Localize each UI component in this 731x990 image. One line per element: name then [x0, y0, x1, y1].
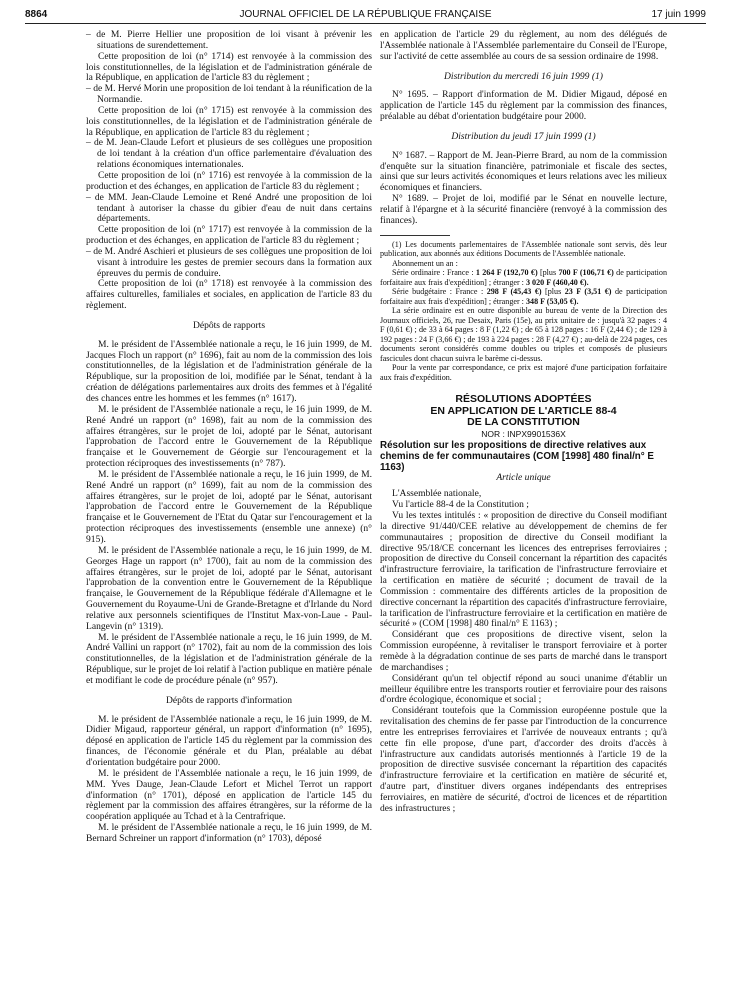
rapport-paragraph: M. le président de l'Assemblée nationale a reçu, le 16 juin 1999, de M. André Vallini un rapport (n° 1702), fait au nom de la commission des lois constitutionnelles, de la législation et de l'administration générale de la République, sur le projet de loi relatif à l'action publique en matière pénale et modifiant le code de procédure pénale (n° 957). — [86, 631, 372, 686]
footnote-serie-ordinaire: Série ordinaire : France : 1 264 F (192,70 €) [plus 700 F (106,71 €) de participation forfaitaire aux frais d'expédition] ; étranger : 3 020 F (460,40 €). — [380, 268, 667, 287]
proposition-item: – de M. Hervé Morin une proposition de loi tendant à la réunification de la Normandie. — [86, 83, 372, 106]
footnote-correspondance: Pour la vente par correspondance, ce prix est majoré d'une participation forfaitaire aux frais d'expédition. — [380, 363, 667, 382]
resolution-paragraph: Considérant qu'un tel objectif répond au souci unanime d'établir un meilleur équilibre entre les transports routier et ferroviaire pour des raisons d'ordre écologique, économique et social ; — [380, 672, 667, 706]
right-column — [380, 30, 667, 815]
proposition-item: – de M. André Aschieri et plusieurs de ses collègues une proposition de loi visant à introduire les gestes de premier secours dans la formation aux épreuves du permis de conduire. — [86, 245, 372, 279]
renvoi-text: Cette proposition de loi (n° 1716) est renvoyée à la commission de la production et des échanges, en application de l'article 83 du règlement ; — [86, 169, 372, 192]
distribution-item: N° 1687. – Rapport de M. Jean-Pierre Brard, au nom de la commission d'enquête sur la situation financière, patrimoniale et fiscale des sectes, ainsi que sur leurs activités économiques et leurs relations avec les milieux économiques et financiers. — [380, 149, 667, 194]
rapport-paragraph: M. le président de l'Assemblée nationale a reçu, le 16 juin 1999, de M. Georges Hage un rapport (n° 1700), fait au nom de la commission des affaires étrangères, sur le projet de loi, adopté par le Sénat, autorisant l'approbation de la convention entre le Gouvernement de la République française, le Gouvernement de la République fédérale d'Allemagne et le Gouvernement du Royaume-Uni de Grande-Bretagne et d'Irlande du Nord relative aux personnels scientifiques de l'Institut Max-von-Laue - Paul-Langevin (n° 1319). — [86, 544, 372, 632]
footnote-rule — [380, 235, 450, 236]
left-column — [86, 30, 372, 845]
resolution-paragraph: Vu les textes intitulés : « proposition de directive du Conseil modifiant la directive 91/440/CEE relative au développement de chemins de fer communautaires ; proposition de directive du Conseil modifiant la directive 95/18/CE concernant les licences des entreprises ferroviaires ; proposition de directive du Conseil concernant la répartition des capacités d'infrastructure ferroviaire, la tarification de l'infrastructure ferroviaire et la certification en matière de sécurité ; document de travail de la Commission : commentaire des différents articles de la proposition de directive concernant la répartition des capacités d'infrastructure ferroviaire, la tarification de l'infrastructure ferroviaire et la certification en matière de sécurité » (COM [1998] 480 final/n° E 1163) ; — [380, 510, 667, 630]
footnote-note: (1) Les documents parlementaires de l'Assemblée nationale sont servis, dès leur publication, aux abonnés aux éditions Documents de l'Assemblée nationale. — [380, 239, 667, 259]
proposition-item: – de M. Pierre Hellier une proposition de loi visant à prévenir les situations de surendettement. — [86, 29, 372, 51]
distribution-item: N° 1689. – Projet de loi, modifié par le Sénat en nouvelle lecture, relatif à l'épargne et à la sécurité financière (renvoyé à la commission des finances). — [380, 193, 667, 226]
renvoi-text: Cette proposition de loi (n° 1714) est renvoyée à la commission des lois constitutionnelles, de la législation et de l'administration générale de la République, en application de l'article 83 du règlement ; — [86, 50, 372, 84]
resolution-paragraph: Vu l'article 88-4 de la Constitution ; — [392, 499, 529, 511]
continuation-text: en application de l'article 29 du règlement, au nom des délégués de l'Assemblée nationale à l'Assemblée parlementaire du Conseil de l'Europe, sur l'activité de cette assemblée au cours de sa session ordinaire de 1998. — [380, 29, 667, 62]
renvoi-text: Cette proposition de loi (n° 1718) est renvoyée à la commission des affaires culturelles, familiales et sociales, en application de l'article 83 du règlement. — [86, 278, 372, 312]
rapport-paragraph: M. le président de l'Assemblée nationale a reçu, le 16 juin 1999, de M. Jacques Floch un rapport (n° 1696), fait au nom de la commission des lois constitutionnelles, de la législation et de l'administration générale de la République, sur la proposition de loi, modifiée par le Sénat, tendant à la création de délégations parlementaires aux droits des femmes et à l'égalité des chances entre les hommes et les femmes (n° 1617). — [86, 338, 372, 404]
footnote-vente: La série ordinaire est en outre disponible au bureau de vente de la Direction des Journaux officiels, 26, rue Desaix, Paris (15e), au prix unitaire de : jusqu'à 32 pages : 4 F (0,61 €) ; de 33 à 64 pages : 8 F (1,22 €) ; de 65 à 128 pages : 16 F (2,44 €) ; de 129 à 192 pages : 24 F (3,66 €) ; de 193 à 224 pages : 28 F (4,27 €) ; au-delà de 224 pages, ces documents seront considérés comme doubles ou triples et composés de plusieurs fascicules dont chacun suivra le barème ci-dessus. — [380, 306, 667, 363]
rapport-paragraph: M. le président de l'Assemblée nationale a reçu, le 16 juin 1999, de M. René André un rapport (n° 1698), fait au nom de la commission des affaires étrangères, sur le projet de loi, adopté par le Sénat, autorisant l'approbation de l'accord entre le Gouvernement de la République française et le Gouvernement de Géorgie sur l'encouragement et la protection réciproques des investissements (n° 787). — [86, 403, 372, 470]
article-unique-heading: Article unique — [496, 471, 551, 483]
resolutions-title: RÉSOLUTIONS ADOPTÉES EN APPLICATION DE L'ARTICLE 88-4 DE LA CONSTITUTION — [430, 393, 617, 429]
footnote-abonnement: Abonnement un an : — [392, 258, 458, 268]
proposition-item: – de M. Jean-Claude Lefort et plusieurs de ses collègues une proposition de loi tendant à la création d'un office parlementaire d'évaluation des relations économiques internationales. — [86, 137, 372, 171]
resolution-paragraph: Considérant que ces propositions de directive visent, selon la Commission européenne, à revitaliser le transport ferroviaire et à porter remède à la dégradation continue de ses parts de marché dans le transport de marchandises ; — [380, 629, 667, 673]
distribution-jeudi-title: Distribution du jeudi 17 juin 1999 (1) — [451, 130, 596, 142]
rapport-info-paragraph: M. le président de l'Assemblée nationale a reçu, le 16 juin 1999, de M. Bernard Schreiner un rapport d'information (n° 1703), déposé — [86, 822, 372, 844]
proposition-item: – de MM. Jean-Claude Lemoine et René André une proposition de loi tendant à autoriser la chasse du gibier d'eau de nuit dans certains départements. — [86, 191, 372, 225]
footnote — [380, 240, 667, 383]
footnote-serie-budgetaire: Série budgétaire : France : 298 F (45,43 €) [plus 23 F (3,51 €) de participation forfaitaire aux frais d'expédition] ; étranger : 348 F (53,05 €). — [380, 287, 667, 306]
distribution-mercredi-title: Distribution du mercredi 16 juin 1999 (1) — [444, 70, 603, 82]
resolution-paragraph: Considérant toutefois que la Commission européenne postule que la revitalisation des chemins de fer passe par l'introduction de la concurrence entre les entreprises ferroviaires et l'arrivée de nouveaux entrants ; qu'à cette fin elle propose, d'une part, d'accorder des droits d'accès à l'infrastructure aux candidats autorisés mentionnés à l'article 19 de la proposition de directive susvisée concernant la répartition des capacités d'infrastructure ferroviaire et la certification en matière de sécurité et, d'autre part, d'instituer divers organes indépendants des entreprises ferroviaires, en matière de sécurité, d'octroi de licences et de répartition des infrastructures ; — [380, 705, 667, 814]
header-rule — [25, 23, 706, 24]
page-header — [25, 8, 706, 22]
rapport-paragraph: M. le président de l'Assemblée nationale a reçu, le 16 juin 1999, de M. René André un rapport (n° 1699), fait au nom de la commission des affaires étrangères, sur le projet de loi, adopté par le Sénat, autorisant l'approbation de l'accord entre le Gouvernement de la République française et le Gouvernement de l'Etat du Qatar sur l'encouragement et la protection réciproques des investissements (ensemble une annexe) (n° 915). — [86, 468, 372, 545]
resolution-paragraph: L'Assemblée nationale, — [392, 488, 482, 500]
rapport-info-paragraph: M. le président de l'Assemblée nationale a reçu, le 16 juin 1999, de MM. Yves Dauge, Jean-Claude Lefort et Michel Terrot un rapport d'information (n° 1701), déposé en application de l'article 145 du règlement par la commission des affaires étrangères, sur la réforme de la coopération appliquée au Tchad et à la Centrafrique. — [86, 767, 372, 823]
section-title-depots-rapports: Dépôts de rapports — [192, 319, 266, 331]
distribution-item: N° 1695. – Rapport d'information de M. Didier Migaud, déposé en application de l'article 145 du règlement par la commission des finances, préalable au débat d'orientation budgétaire pour 2000. — [380, 89, 667, 123]
nor-reference: NOR : INPX9901536X — [481, 428, 566, 439]
renvoi-text: Cette proposition de loi (n° 1717) est renvoyée à la commission de la production et des échanges, en application de l'article 83 du règlement ; — [86, 224, 372, 247]
section-title-depots-info: Dépôts de rapports d'information — [165, 694, 293, 706]
page-number: 8864 — [25, 9, 48, 20]
issue-date: 17 juin 1999 — [651, 9, 706, 20]
journal-title: JOURNAL OFFICIEL DE LA RÉPUBLIQUE FRANÇAISE — [239, 9, 492, 20]
resolution-subject: Résolution sur les propositions de directive relatives aux chemins de fer communautaires (COM [1998] 480 final/n° E 1163) — [380, 439, 654, 473]
renvoi-text: Cette proposition de loi (n° 1715) est renvoyée à la commission des lois constitutionnelles, de la législation et de l'administration générale de la République, en application de l'article 83 du règlement ; — [86, 104, 372, 138]
rapport-info-paragraph: M. le président de l'Assemblée nationale a reçu, le 16 juin 1999, de M. Didier Migaud, rapporteur général, un rapport d'information (n° 1695), déposé en application de l'article 145 du règlement par la commission des finances, de l'économie générale et du Plan, préalable au débat d'orientation budgétaire pour 2000. — [86, 713, 372, 768]
